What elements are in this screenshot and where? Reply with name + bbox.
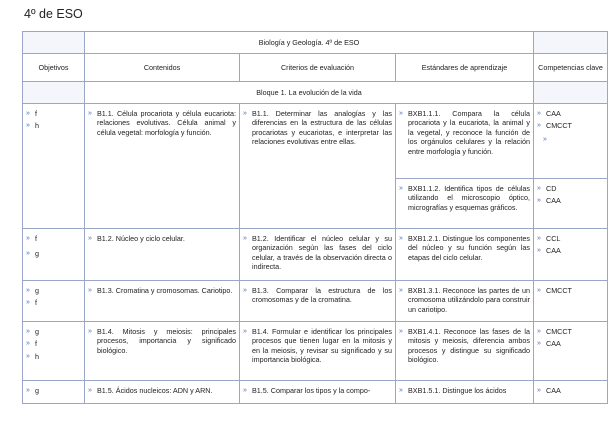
content-cell xyxy=(85,281,240,322)
standard-cell xyxy=(396,104,534,179)
competency-item: » CAA xyxy=(537,386,604,395)
objective-item: » f xyxy=(26,234,81,243)
criterion-cell xyxy=(240,381,396,404)
header-criterios: Criterios de evaluación xyxy=(240,54,396,82)
header-estandares: Estándares de aprendizaje xyxy=(396,54,534,82)
content-text: » B1.2. Núcleo y ciclo celular. xyxy=(88,234,236,243)
standard-text: » BXB1.4.1. Reconoce las fases de la mitosis y meiosis, diferencia ambos procesos y distingue su significado biológico. xyxy=(399,327,530,365)
criterion-text: » B1.4. Formular e identificar los principales procesos que tienen lugar en la mitosis y en la meiosis, y revisar su significado y su importancia biológica. xyxy=(243,327,392,365)
subject-title-row xyxy=(23,32,608,54)
table-row xyxy=(23,281,608,322)
table-row xyxy=(23,229,608,281)
competencies-cell xyxy=(534,104,608,179)
standard-text: » BXB1.1.1. Compara la célula procariota y la eucariota, la animal y la vegetal, y reconoce la función de los orgánulos celulares y la relación entre morfología y función. xyxy=(399,109,530,156)
objectives-cell xyxy=(23,381,85,404)
content-cell xyxy=(85,381,240,404)
table-row xyxy=(23,381,608,404)
objectives-cell xyxy=(23,322,85,381)
competency-item: » CAA xyxy=(537,109,604,118)
competency-item: » CMCCT xyxy=(537,286,604,295)
content-text: » B1.5. Ácidos nucleicos: ADN y ARN. xyxy=(88,386,236,395)
competency-item: » CAA xyxy=(537,339,604,348)
criterion-text: » B1.5. Comparar los tipos y la compo- xyxy=(243,386,392,395)
competencies-cell xyxy=(534,281,608,322)
criterion-cell xyxy=(240,322,396,381)
criterion-text: » B1.1. Determinar las analogías y las diferencias en la estructura de las células procariotas y eucariotas, e interpretar las relaciones evolutivas entre ellas. xyxy=(243,109,392,147)
competencies-cell xyxy=(534,179,608,229)
content-cell xyxy=(85,229,240,281)
standard-text: » BXB1.3.1. Reconoce las partes de un cromosoma utilizándolo para construir un cariotipo. xyxy=(399,286,530,314)
content-text: » B1.4. Mitosis y meiosis: principales procesos, importancia y significado biológico. xyxy=(88,327,236,355)
competency-item: » CMCCT xyxy=(537,327,604,336)
blank-corner-cell xyxy=(534,32,608,54)
objective-item: » g xyxy=(26,386,81,395)
table-row xyxy=(23,104,608,179)
page-heading: 4º de ESO xyxy=(24,7,83,21)
objective-item: » g xyxy=(26,286,81,295)
criterion-cell xyxy=(240,281,396,322)
table-row xyxy=(23,322,608,381)
objective-item: » h xyxy=(26,352,81,361)
block-title: Bloque 1. La evolución de la vida xyxy=(85,82,534,104)
competency-item: » CAA xyxy=(537,246,604,255)
competency-item: » CAA xyxy=(537,196,604,205)
competency-item: » CCL xyxy=(537,234,604,243)
criterion-text: » B1.2. Identificar el núcleo celular y su organización según las fases del ciclo celular, a través de la observación directa o indirecta. xyxy=(243,234,392,272)
double-chevron-right-icon: » xyxy=(543,135,547,143)
block-title-row xyxy=(23,82,608,104)
objective-item: » f xyxy=(26,298,81,307)
standard-cell xyxy=(396,229,534,281)
competency-item: » CD xyxy=(537,184,604,193)
standard-text: » BXB1.5.1. Distingue los ácidos xyxy=(399,386,530,395)
header-contenidos: Contenidos xyxy=(85,54,240,82)
content-text: » B1.1. Célula procariota y célula eucariota: relaciones evolutivas. Célula animal y célula vegetal: morfología y función. xyxy=(88,109,236,137)
objective-item: » f xyxy=(26,109,81,118)
objective-item: » f xyxy=(26,339,81,348)
blank-corner-cell xyxy=(23,32,85,54)
standard-cell xyxy=(396,322,534,381)
standard-text: » BXB1.1.2. Identifica tipos de células utilizando el microscopio óptico, micrografías y esquemas gráficos. xyxy=(399,184,530,212)
competencies-cell xyxy=(534,322,608,381)
standard-cell xyxy=(396,179,534,229)
objectives-cell xyxy=(23,281,85,322)
standard-cell xyxy=(396,381,534,404)
criterion-text: » B1.3. Comparar la estructura de los cromosomas y de la cromatina. xyxy=(243,286,392,305)
content-text: » B1.3. Cromatina y cromosomas. Cariotipo. xyxy=(88,286,236,295)
curriculum-table xyxy=(22,31,608,404)
content-cell xyxy=(85,104,240,229)
blank-cell xyxy=(534,82,608,104)
blank-cell xyxy=(23,82,85,104)
competencies-cell xyxy=(534,229,608,281)
objective-item: » g xyxy=(26,249,81,258)
header-competencias: Competencias clave xyxy=(534,54,608,82)
competencies-cell xyxy=(534,381,608,404)
objective-item: » g xyxy=(26,327,81,336)
subject-title: Biología y Geología. 4º de ESO xyxy=(85,32,534,54)
objectives-cell xyxy=(23,104,85,229)
objectives-cell xyxy=(23,229,85,281)
content-cell xyxy=(85,322,240,381)
criterion-cell xyxy=(240,104,396,229)
header-objetivos: Objetivos xyxy=(23,54,85,82)
header-row xyxy=(23,54,608,82)
objective-item: » h xyxy=(26,121,81,130)
standard-cell xyxy=(396,281,534,322)
competency-item: » CMCCT xyxy=(537,121,604,130)
standard-text: » BXB1.2.1. Distingue los componentes del núcleo y su función según las etapas del ciclo celular. xyxy=(399,234,530,262)
criterion-cell xyxy=(240,229,396,281)
